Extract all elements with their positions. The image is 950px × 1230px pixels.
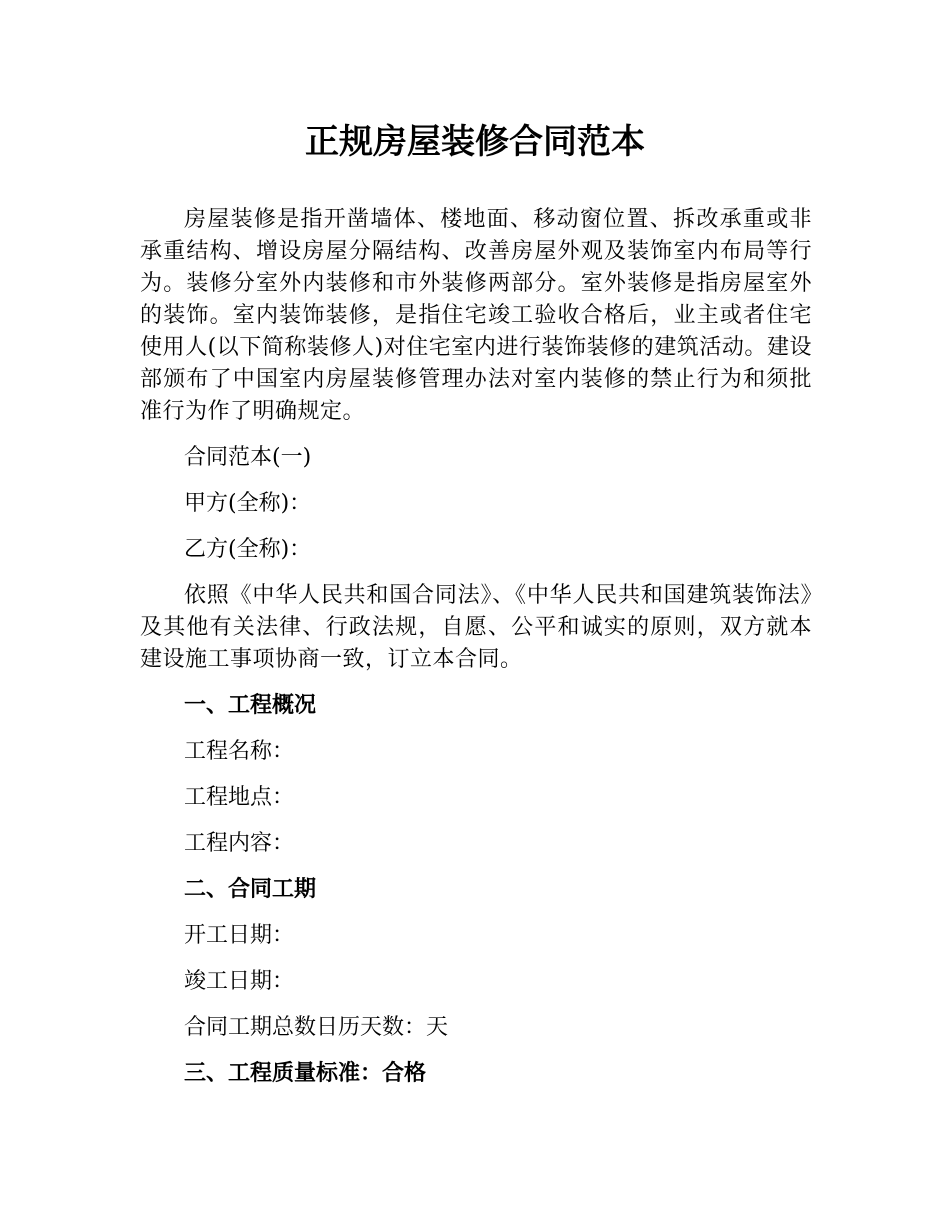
start-date-line: 开工日期：: [184, 923, 295, 948]
project-content-line: 工程内容：: [184, 831, 295, 856]
party-b-line: 乙方(全称)：: [184, 537, 312, 562]
document-body: [140, 204, 812, 1090]
total-days-line: 合同工期总数日历天数：天: [184, 1015, 449, 1040]
intro-paragraph: 房屋装修是指开凿墙体、楼地面、移动窗位置、拆改承重或非承重结构、增设房屋分隔结构、改善房屋外观及装饰室内布局等行为。装修分室外内装修和市外装修两部分。室外装修是指房屋室外的装饰。室内装饰装修，是指住宅竣工验收合格后，业主或者住宅使用人(以下简称装修人)对住宅室内进行装饰装修的建筑活动。建设部颁布了中国室内房屋装修管理办法对室内装修的禁止行为和须批准行为作了明确规定。: [140, 207, 812, 424]
basis-paragraph: 依照《中华人民共和国合同法》、《中华人民共和国建筑装饰法》及其他有关法律、行政法规，自愿、公平和诚实的原则，双方就本建设施工事项协商一致，订立本合同。: [140, 583, 812, 672]
project-location-line: 工程地点：: [184, 785, 295, 810]
party-a-line: 甲方(全称)：: [184, 491, 312, 516]
section-heading-overview: 一、工程概况: [184, 693, 317, 718]
project-name-line: 工程名称：: [184, 739, 295, 764]
finish-date-line: 竣工日期：: [184, 969, 295, 994]
template-label: 合同范本(一): [184, 445, 312, 470]
document-title: 正规房屋装修合同范本: [305, 122, 645, 162]
section-heading-quality: 三、工程质量标准：合格: [184, 1061, 427, 1086]
section-heading-schedule: 二、合同工期: [184, 877, 317, 902]
